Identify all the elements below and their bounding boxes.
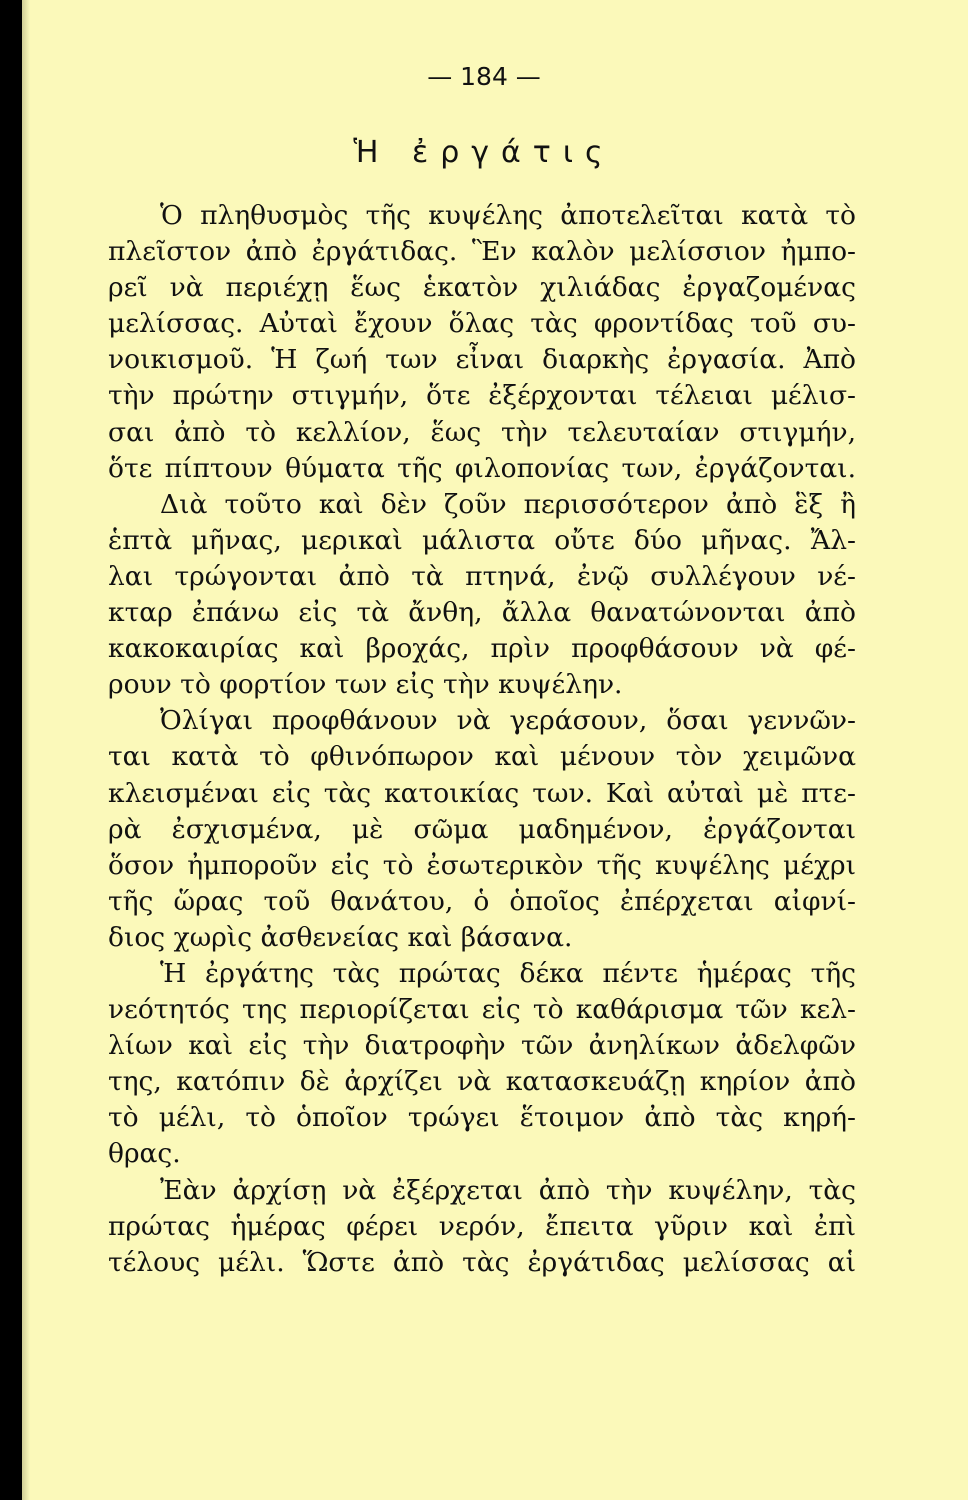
text-line: τὴν πρώτην στιγμήν, ὅτε ἐξέρχονται τέλειαι μέλισ- <box>108 380 856 412</box>
text-line: διος χωρὶς ἀσθενείας καὶ βάσανα. <box>108 921 573 953</box>
text-line: Ὁ πληθυσμὸς τῆς κυψέλης ἀποτελεῖται κατὰ τὸ <box>160 200 856 231</box>
page-edge-shadow <box>22 0 30 1500</box>
text-line: ὅσον ἠμποροῦν εἰς τὸ ἐσωτερικὸν τῆς κυψέλης μέχρι <box>108 849 856 881</box>
text-line: Ἐὰν ἀρχίσῃ νὰ ἐξέρχεται ἀπὸ τὴν κυψέλην, τὰς <box>160 1174 856 1206</box>
text-line: πρώτας ἡμέρας φέρει νερόν, ἔπειτα γῦριν καὶ ἐπὶ <box>108 1210 856 1242</box>
text-line: Διὰ τοῦτο καὶ δὲν ζοῦν περισσότερον ἀπὸ ἓξ ἢ <box>160 488 856 520</box>
chapter-heading: Ἡ ἐργάτις <box>353 135 615 170</box>
text-line: τῆς ὥρας τοῦ θανάτου, ὁ ὁποῖος ἐπέρχεται αἰφνί- <box>108 885 856 917</box>
text-line: ὅτε πίπτουν θύματα τῆς φιλοπονίας των, ἐργάζονται. <box>108 452 856 484</box>
text-line: κακοκαιρίας καὶ βροχάς, πρὶν προφθάσουν νὰ φέ- <box>108 633 856 665</box>
text-line: μελίσσας. Αὐταὶ ἔχουν ὅλας τὰς φροντίδας τοῦ συ- <box>108 308 856 340</box>
text-line: ρεῖ νὰ περιέχῃ ἕως ἑκατὸν χιλιάδας ἐργαζομένας <box>108 272 856 304</box>
text-line: ρὰ ἐσχισμένα, μὲ σῶμα μαδημένον, ἐργάζονται <box>108 813 856 845</box>
body-text <box>108 198 856 1281</box>
text-line: ἑπτὰ μῆνας, μερικαὶ μάλιστα οὔτε δύο μῆνας. Ἄλ- <box>108 524 856 556</box>
text-line: κταρ ἐπάνω εἰς τὰ ἄνθη, ἄλλα θανατώνονται ἀπὸ <box>108 597 856 629</box>
text-line: λίων καὶ εἰς τὴν διατροφὴν τῶν ἀνηλίκων ἀδελφῶν <box>108 1030 856 1062</box>
text-line: Ὀλίγαι προφθάνουν νὰ γεράσουν, ὅσαι γεννῶν- <box>160 705 856 737</box>
text-line: σαι ἀπὸ τὸ κελλίον, ἕως τὴν τελευταίαν στιγμήν, <box>108 416 856 448</box>
text-line: πλεῖστον ἀπὸ ἐργάτιδας. Ἓν καλὸν μελίσσιον ἠμπο- <box>108 236 856 268</box>
text-line: θρας. <box>108 1138 181 1170</box>
text-line: Ἡ ἐργάτης τὰς πρώτας δέκα πέντε ἡμέρας τῆς <box>160 957 856 989</box>
text-line: τέλους μέλι. Ὥστε ἀπὸ τὰς ἐργάτιδας μελίσσας αἱ <box>108 1246 856 1278</box>
text-line: τὸ μέλι, τὸ ὁποῖον τρώγει ἕτοιμον ἀπὸ τὰς κηρή- <box>108 1102 856 1134</box>
text-line: λαι τρώγονται ἀπὸ τὰ πτηνά, ἐνῷ συλλέγουν νέ- <box>108 560 856 592</box>
text-line: νεότητός της περιορίζεται εἰς τὸ καθάρισμα τῶν κελ- <box>108 994 856 1026</box>
text-line: ται κατὰ τὸ φθινόπωρον καὶ μένουν τὸν χειμῶνα <box>108 741 856 773</box>
text-line: νοικισμοῦ. Ἡ ζωή των εἶναι διαρκὴς ἐργασία. Ἀπὸ <box>108 344 856 376</box>
text-line: ρουν τὸ φορτίον των εἰς τὴν κυψέλην. <box>108 669 623 701</box>
text-line: κλεισμέναι εἰς τὰς κατοικίας των. Καὶ αὐταὶ μὲ πτε- <box>108 777 856 809</box>
page-number: — 184 — <box>427 62 541 91</box>
text-line: της, κατόπιν δὲ ἀρχίζει νὰ κατασκευάζῃ κηρίον ἀπὸ <box>108 1066 856 1098</box>
